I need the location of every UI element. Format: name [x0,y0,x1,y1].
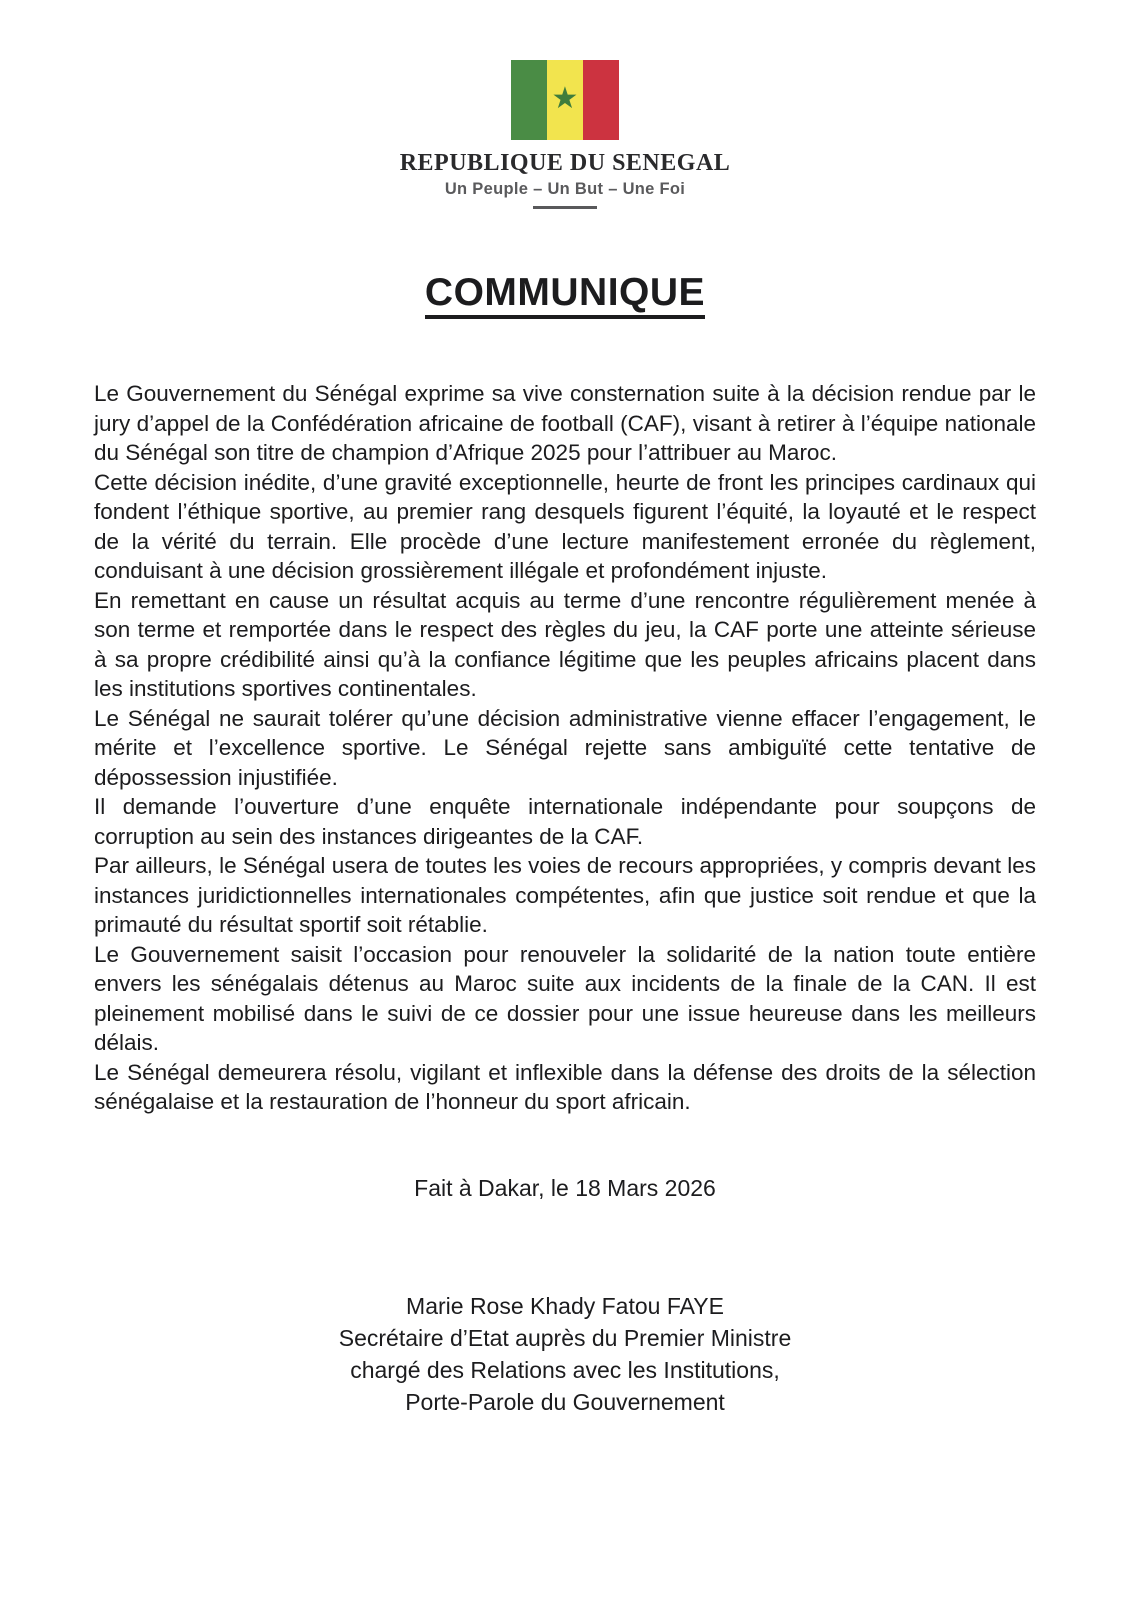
letterhead [0,0,1130,209]
document-title [0,271,1130,315]
flag-red-stripe [583,60,619,140]
document-body [94,379,1036,1117]
paragraph: Le Sénégal ne saurait tolérer qu’une décision administrative vienne effacer l’engagement, le mérite et l’excellence sportive. Le Sénégal rejette sans ambiguïté cette tentative de dépossession injustifiée. [94,705,1036,790]
paragraph: Il demande l’ouverture d’une enquête internationale indépendante pour soupçons de corruption au sein des instances dirigeantes de la CAF. [94,794,1036,849]
senegal-flag-icon [511,60,619,140]
motto-divider [533,206,597,209]
dateline: Fait à Dakar, le 18 Mars 2026 [414,1174,716,1201]
paragraph: Le Gouvernement du Sénégal exprime sa vive consternation suite à la décision rendue par le jury d’appel de la Confédération africaine de football (CAF), visant à retirer à l’équipe nationale du Sénégal son titre de champion d’Afrique 2025 pour l’attribuer au Maroc. [94,381,1036,465]
signatory-name: Marie Rose Khady Fatou FAYE [406,1292,724,1319]
paragraph: En remettant en cause un résultat acquis au terme d’une rencontre régulièrement menée à son terme et remportée dans le respect des règles du jeu, la CAF porte une atteinte sérieuse à sa propre crédibilité ainsi qu’à la confiance légitime que les peuples africains placent dans les institutions sportives continentales. [94,587,1036,701]
flag-green-stripe [511,60,547,140]
country-name: REPUBLIQUE DU SENEGAL [399,150,731,176]
national-motto: Un Peuple – Un But – Une Foi [444,180,686,198]
flag-star-icon: ★ [551,82,579,115]
signatory-role-line: Secrétaire d’Etat auprès du Premier Ministre [338,1324,792,1351]
flag-yellow-stripe [547,60,583,140]
paragraph: Le Sénégal demeurera résolu, vigilant et inflexible dans la défense des droits de la sélection sénégalaise et la restauration de l’honneur du sport africain. [94,1059,1036,1114]
signature-block [0,1290,1130,1418]
signatory-role-line: Porte-Parole du Gouvernement [405,1388,725,1415]
paragraph: Cette décision inédite, d’une gravité exceptionnelle, heurte de front les principes cardinaux qui fondent l’éthique sportive, au premier rang desquels figurent l’équité, la loyauté et le respect de la vérité du terrain. Elle procède d’une lecture manifestement erronée du règlement, conduisant à une décision grossièrement illégale et profondément injuste. [94,469,1036,583]
paragraph: Par ailleurs, le Sénégal usera de toutes les voies de recours appropriées, y compris devant les instances juridictionnelles internationales compétentes, afin que justice soit rendue et que la primauté du résultat sportif soit rétablie. [94,853,1036,937]
document-title-text: COMMUNIQUE [425,271,705,319]
paragraph: Le Gouvernement saisit l’occasion pour renouveler la solidarité de la nation toute entière envers les sénégalais détenus au Maroc suite aux incidents de la finale de la CAN. Il est pleinement mobilisé dans le suivi de ce dossier pour une issue heureuse dans les meilleurs délais. [94,941,1036,1055]
signatory-role-line: chargé des Relations avec les Institutions, [350,1356,780,1383]
